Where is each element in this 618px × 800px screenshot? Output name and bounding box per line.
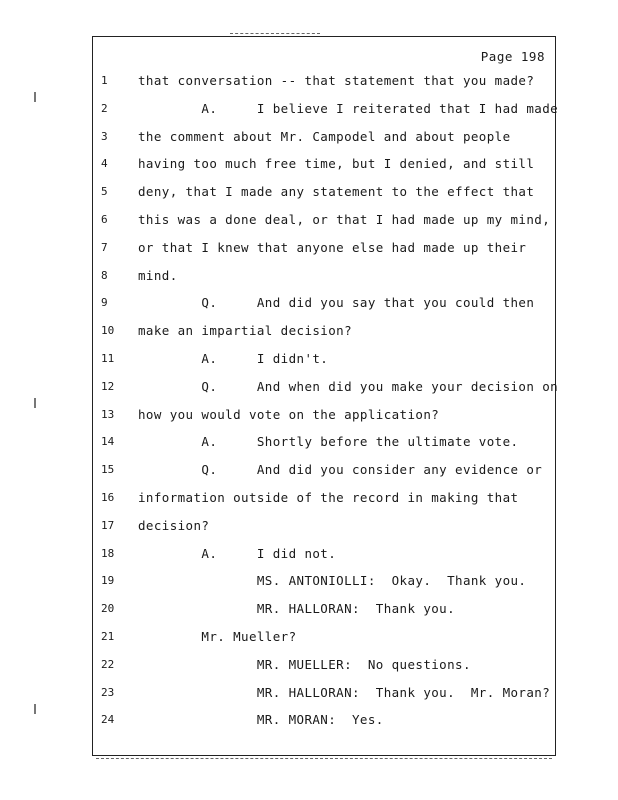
line-number: 24 [101,713,115,727]
line-number: 16 [101,490,115,504]
transcript-line [93,67,555,95]
transcript-line [93,540,555,568]
line-number: 9 [101,296,108,310]
transcript-line [93,345,555,373]
transcript-line [93,234,555,262]
line-number: 8 [101,268,108,282]
line-number: 19 [101,574,115,588]
line-text: MR. MUELLER: No questions. [138,656,471,672]
line-text: A. I believe I reiterated that I had made [138,100,559,116]
transcript-line [93,512,555,540]
line-number: 18 [101,546,115,560]
line-number: 20 [101,602,115,616]
line-number: 4 [101,157,108,171]
line-number: 1 [101,74,108,87]
line-number: 17 [101,518,115,532]
line-text: Q. And did you consider any evidence or [138,462,543,478]
transcript-line [93,317,555,345]
line-text: MS. ANTONIOLLI: Okay. Thank you. [138,573,527,589]
line-number: 10 [101,324,115,338]
transcript-line [93,289,555,317]
line-text: mind. [138,267,178,283]
top-edge-artifact [230,33,320,34]
transcript-line [93,95,559,123]
bottom-edge-artifact [96,758,552,759]
line-number: 3 [101,129,108,143]
transcript-line [93,706,555,734]
line-number: 6 [101,212,108,226]
line-text: having too much free time, but I denied, and still [138,156,535,172]
line-text: A. I did not. [138,545,337,561]
line-text: Mr. Mueller? [138,628,297,644]
line-text: decision? [138,517,210,533]
page-number: Page 198 [480,49,545,64]
transcript-line [93,456,555,484]
transcript-line [93,484,555,512]
line-text: how you would vote on the application? [138,406,440,422]
line-number: 23 [101,685,115,699]
line-number: 11 [101,351,115,365]
line-text: this was a done deal, or that I had made up my mind, [138,211,551,227]
line-text: make an impartial decision? [138,323,352,339]
line-text: deny, that I made any statement to the effect that [138,184,535,200]
transcript-line [93,567,555,595]
transcript-line [93,206,555,234]
line-text: that conversation -- that statement that you made? [138,73,535,88]
margin-tick [34,704,36,714]
line-number: 13 [101,407,115,421]
transcript-line [93,262,555,290]
transcript-line [93,428,555,456]
transcript-line [93,150,555,178]
line-text: MR. HALLORAN: Thank you. Mr. Moran? [138,684,551,700]
transcript-line [93,651,555,679]
line-text: the comment about Mr. Campodel and about people [138,128,511,144]
transcript-line [93,623,555,651]
transcript-page [92,36,559,756]
transcript-line [93,373,559,401]
line-number: 2 [101,101,108,115]
transcript-line [93,679,555,707]
transcript-line [93,178,555,206]
line-number: 21 [101,629,115,643]
line-text: MR. MORAN: Yes. [138,712,384,728]
line-text: information outside of the record in making that [138,489,519,505]
line-text: A. I didn't. [138,350,329,366]
line-number: 7 [101,240,108,254]
line-text: Q. And when did you make your decision on [138,378,559,394]
line-number: 5 [101,185,108,199]
line-number: 14 [101,435,115,449]
line-text: MR. HALLORAN: Thank you. [138,601,456,617]
margin-tick [34,398,36,408]
line-number: 15 [101,463,115,477]
line-text: or that I knew that anyone else had made up their [138,239,527,255]
line-number: 12 [101,379,115,393]
transcript-line [93,595,555,623]
transcript-line [93,123,555,151]
line-text: A. Shortly before the ultimate vote. [138,434,519,450]
line-number: 22 [101,657,115,671]
transcript-line [93,401,555,429]
transcript-lines [93,67,559,734]
line-text: Q. And did you say that you could then [138,295,535,311]
margin-tick [34,92,36,102]
